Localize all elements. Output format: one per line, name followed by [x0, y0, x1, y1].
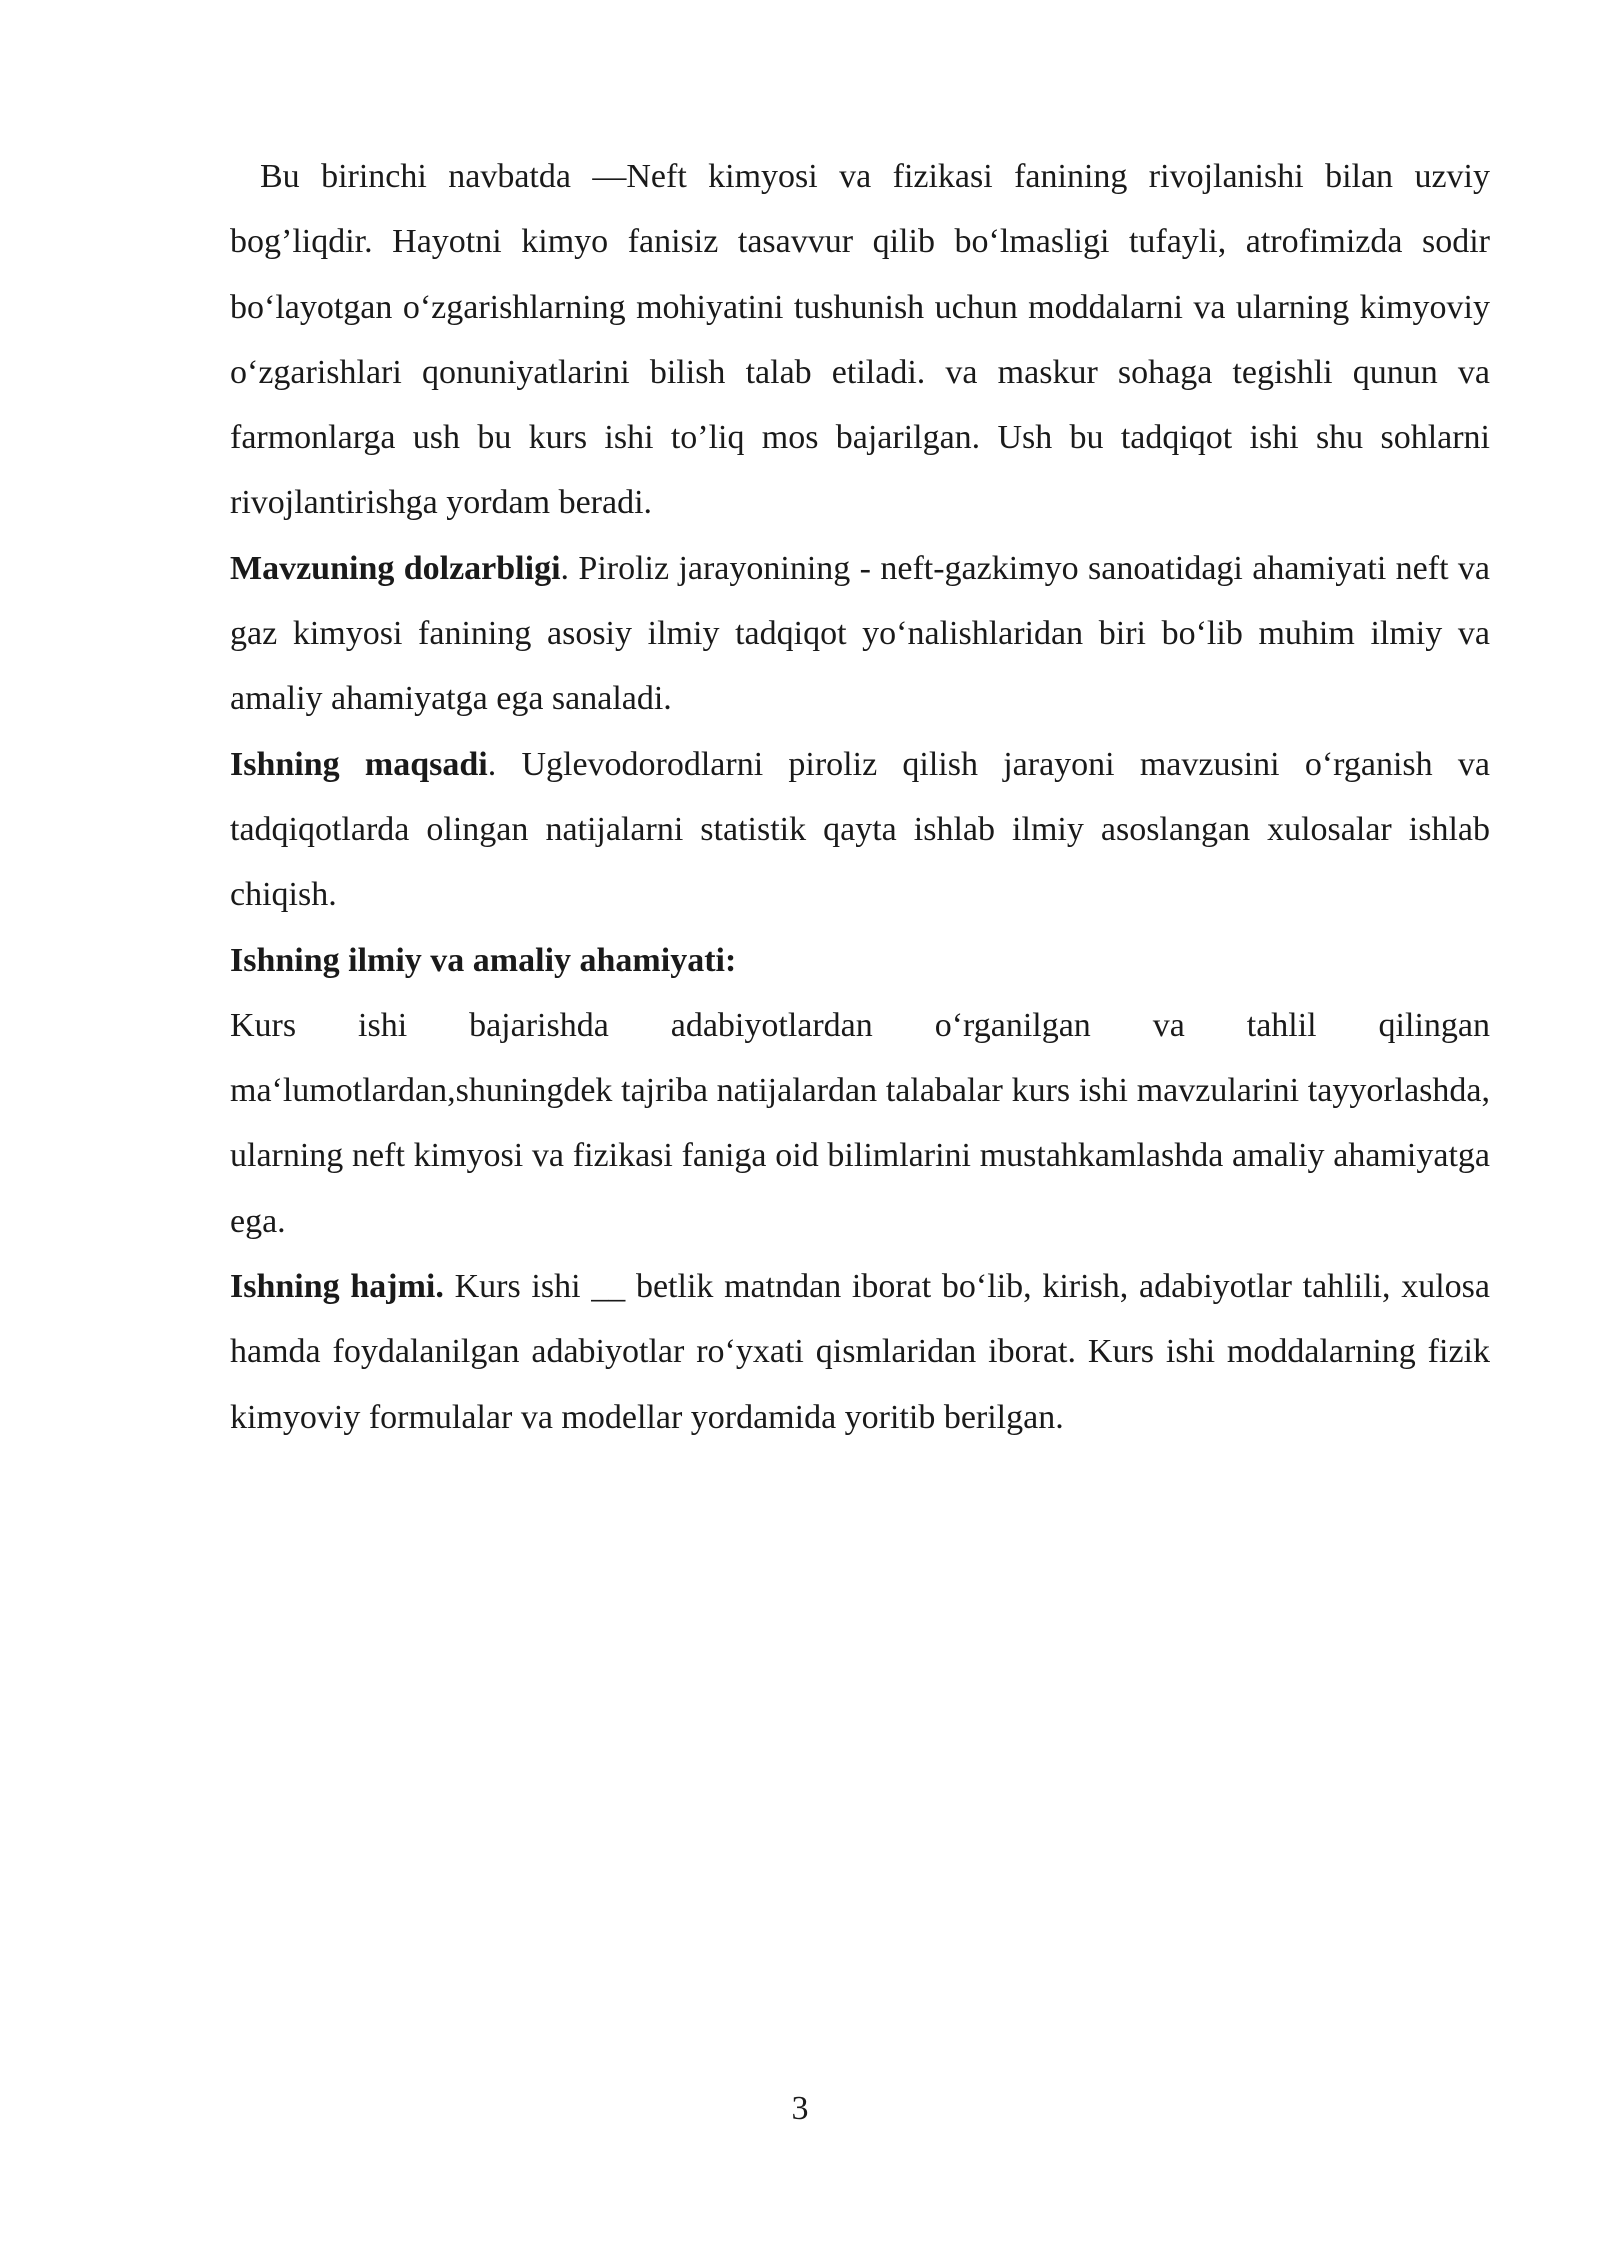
paragraph-maqsad	[230, 732, 1490, 928]
paragraph-text: Bu birinchi navbatda —Neft kimyosi va fizikasi fanining rivojlanishi bilan uzviy bog’liqdir. Hayotni kimyo fanisiz tasavvur qilib bo‘lmasligi tufayli, atrofimizda sodir bo‘layotgan o‘zgarishlarning mohiyatini tushunish uchun moddalarni va ularning kimyoviy o‘zgarishlari qonuniyatlarini bilish talab etiladi. va maskur sohaga tegishli qunun va farmonlarga ush bu kurs ishi to’liq mos bajarilgan. Ush bu tadqiqot ishi shu sohlarni rivojlantirishga yordam beradi.	[230, 158, 1490, 522]
page-number: 3	[791, 2090, 809, 2127]
paragraph-text: Kurs ishi bajarishda adabiyotlardan o‘rganilgan va tahlil qilingan ma‘lumotlardan,shuningdek tajriba natijalardan talabalar kurs ishi mavzularini tayyorlashda, ularning neft kimyosi va fizikasi faniga oid bilimlarini mustahkamlashda amaliy ahamiyatga ega.	[230, 1006, 1490, 1240]
section-heading-dolzarblik: Mavzuning dolzarbligi	[230, 549, 561, 587]
section-heading-ahamiyat: Ishning ilmiy va amaliy ahamiyati:	[230, 941, 737, 979]
section-heading-hajm: Ishning hajmi.	[230, 1268, 444, 1306]
paragraph-text: Kurs ishi __ betlik matndan iborat bo‘lib, kirish, adabiyotlar tahlili, xulosa hamda foydalanilgan adabiyotlar ro‘yxati qismlaridan iborat. Kurs ishi moddalarning fizik kimyoviy formulalar va modellar yordamida yoritib berilgan.	[230, 1268, 1490, 1436]
paragraph-ahamiyat-heading	[230, 928, 1490, 993]
section-heading-maqsad: Ishning maqsadi	[230, 745, 488, 783]
paragraph-text: . Uglevodorodlarni piroliz qilish jarayoni mavzusini o‘rganish va tadqiqotlarda olingan natijalarni statistik qayta ishlab ilmiy asoslangan xulosalar ishlab chiqish.	[230, 745, 1490, 914]
paragraph-dolzarblik	[230, 536, 1490, 732]
document-body	[230, 144, 1490, 1450]
paragraph-text: . Piroliz jarayonining - neft-gazkimyo sanoatidagi ahamiyati neft va gaz kimyosi fanining asosiy ilmiy tadqiqot yo‘nalishlaridan biri bo‘lib muhim ilmiy va amaliy ahamiyatga ega sanaladi.	[230, 549, 1491, 718]
paragraph-hajm	[230, 1254, 1490, 1450]
paragraph-ahamiyat	[230, 993, 1490, 1254]
paragraph-intro	[230, 144, 1490, 536]
